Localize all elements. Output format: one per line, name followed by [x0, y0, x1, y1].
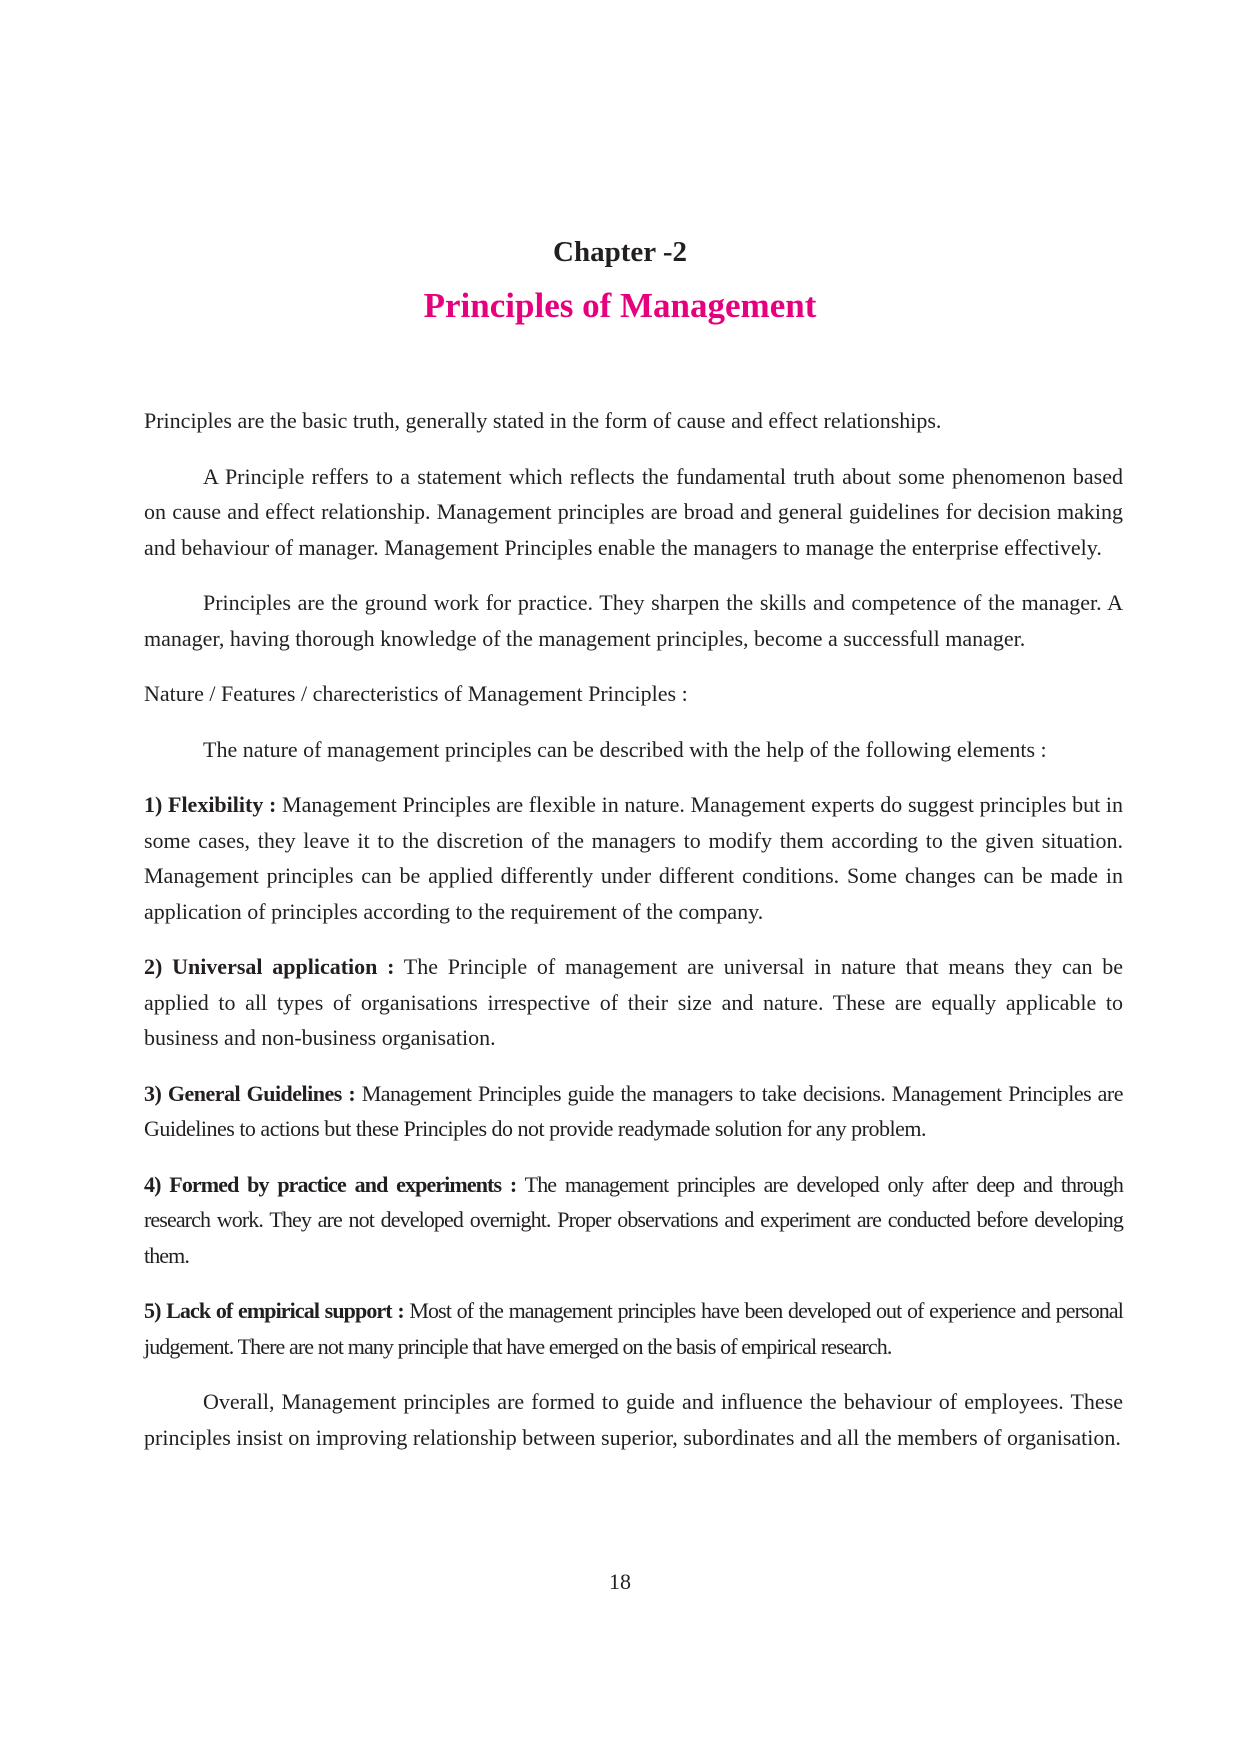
- feature-item: [144, 1167, 1123, 1274]
- intro-paragraph: A Principle reffers to a statement which reflects the fundamental truth about some phenomenon based on cause and effect relationship. Management principles are broad and general guidelines for decision making and behaviour of manager. Management Principles enable the managers to manage the enterprise effectively.: [144, 463, 1123, 560]
- feature-term: 4) Formed by practice and experiments :: [144, 1171, 517, 1197]
- intro-definition: Principles are the basic truth, generally stated in the form of cause and effect relationships.: [144, 408, 942, 433]
- conclusion-paragraph: Overall, Management principles are formed to guide and influence the behaviour of employees. These principles insist on improving relationship between superior, subordinates and all the members of organisation.: [144, 1389, 1123, 1450]
- feature-text: Management Principles are flexible in nature. Management experts do suggest principles but in some cases, they leave it to the discretion of the managers to modify them according to the given situation. Management principles can be applied differently under different conditions. Some changes can be made in application of principles according to the requirement of the company.: [144, 792, 1123, 924]
- feature-item: [144, 1076, 1123, 1147]
- feature-term: 1) Flexibility :: [144, 792, 277, 817]
- feature-term: 3) General Guidelines :: [144, 1080, 356, 1106]
- feature-item: [144, 1293, 1123, 1364]
- feature-text: Management Principles guide the managers to take decisions. Management Principles are Guidelines to actions but these Principles do not provide readymade solution for any problem.: [144, 1080, 1124, 1141]
- feature-text: The management principles are developed only after deep and through research work. They are not developed overnight. Proper observations and experiment are conducted before developing them.: [144, 1171, 1123, 1268]
- chapter-label: Chapter -2: [553, 236, 687, 268]
- chapter-title: Principles of Management: [423, 286, 817, 325]
- section-lead: The nature of management principles can be described with the help of the following elements :: [203, 736, 1047, 762]
- feature-item: [144, 949, 1123, 1056]
- body-text: [144, 403, 1123, 1475]
- intro-paragraph: Principles are the ground work for practice. They sharpen the skills and competence of the manager. A manager, having thorough knowledge of the management principles, become a successfull manager.: [144, 590, 1123, 651]
- page-number: 18: [609, 1569, 631, 1594]
- feature-item: [144, 787, 1123, 929]
- feature-text: Most of the management principles have been developed out of experience and personal judgement. There are not many principle that have emerged on the basis of empirical research.: [144, 1298, 1123, 1359]
- feature-term: 5) Lack of empirical support :: [144, 1298, 404, 1323]
- feature-term: 2) Universal application :: [144, 954, 395, 979]
- section-heading: Nature / Features / charecteristics of Management Principles :: [144, 681, 688, 706]
- feature-text: The Principle of management are universal in nature that means they can be applied to all types of organisations irrespective of their size and nature. These are equally applicable to business and non-business organisation.: [144, 954, 1123, 1050]
